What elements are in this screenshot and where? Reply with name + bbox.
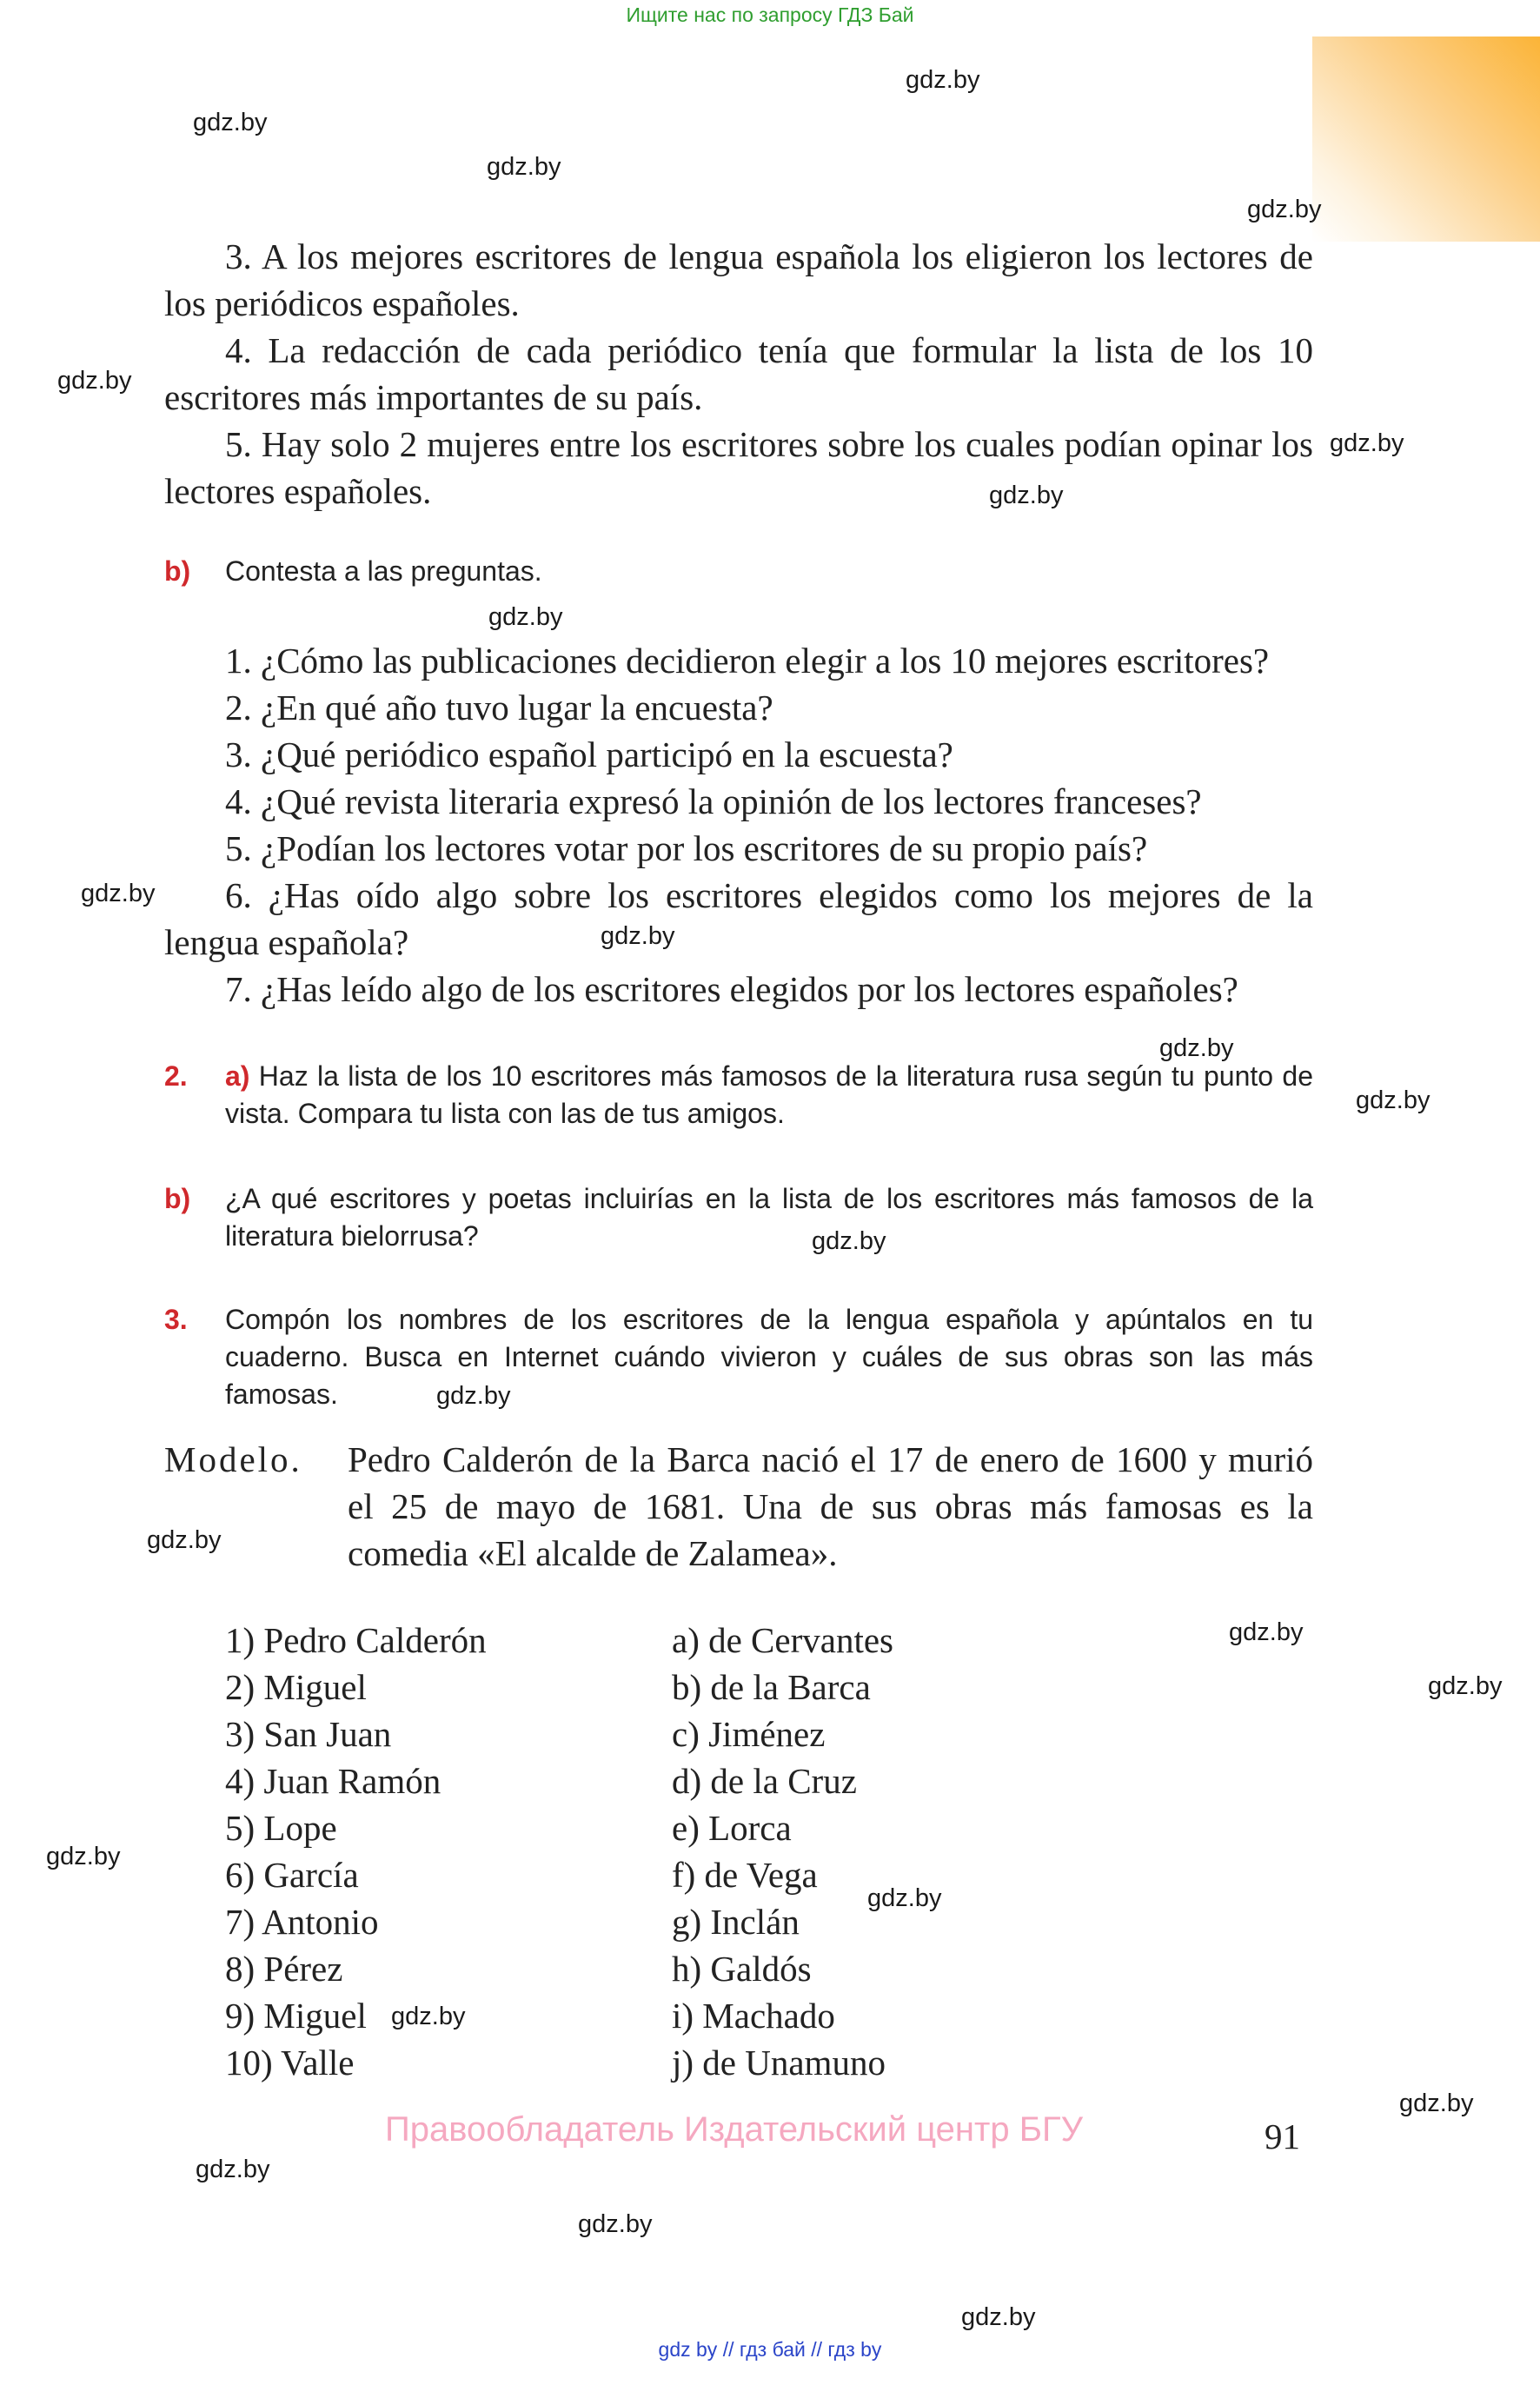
section-b-label: b) (164, 555, 191, 587)
question-7: 7. ¿Has leído algo de los escritores elegidos por los lectores españoles? (225, 969, 1238, 1009)
watermark: gdz.by (391, 2003, 466, 2030)
watermark: gdz.by (1356, 1086, 1430, 1114)
exercise-2a-label: a) (225, 1060, 250, 1092)
corner-decoration (1312, 37, 1540, 242)
watermark: gdz.by (812, 1227, 886, 1255)
last-name-i: i) Machado (672, 1996, 835, 2036)
bottom-note: gdz by // гдз бай // гдз by (658, 2338, 882, 2361)
watermark: gdz.by (193, 109, 268, 136)
intro-item-5: 5. Hay solo 2 mujeres entre los escritores sobre los cuales podían opinar los lectores españoles. (164, 424, 1313, 511)
watermark: gdz.by (1247, 196, 1322, 223)
model-text: Pedro Calderón de la Barca nació el 17 de enero de 1600 y murió el 25 de mayo de 1681. Una de sus obras más famosas es la comedia «El alcalde de Zalamea». (348, 1439, 1313, 1573)
intro-item-3: 3. A los mejores escritores de lengua española los eligieron los lectores de los periódicos españoles. (164, 236, 1313, 323)
first-name-4: 4) Juan Ramón (225, 1761, 441, 1801)
last-name-b: b) de la Barca (672, 1667, 871, 1707)
intro-item-4: 4. La redacción de cada periódico tenía que formular la lista de los 10 escritores más importantes de su país. (164, 330, 1313, 417)
question-3: 3. ¿Qué periódico español participó en la escuesta? (225, 734, 953, 774)
header-note: Ищите нас по запросу ГДЗ Бай (626, 3, 914, 26)
first-name-2: 2) Miguel (225, 1667, 367, 1707)
watermark: gdz.by (196, 2156, 270, 2183)
last-name-h: h) Galdós (672, 1949, 812, 1989)
question-5: 5. ¿Podían los lectores votar por los escritores de su propio país? (225, 828, 1148, 868)
first-name-9: 9) Miguel (225, 1996, 367, 2036)
watermark: gdz.by (488, 603, 563, 631)
exercise-2b-text: ¿A qué escritores y poetas incluirías en la lista de los escritores más famosos de la literatura bielorrusa? (225, 1183, 1313, 1252)
first-name-6: 6) García (225, 1855, 359, 1895)
exercise-2a-body: Haz la lista de los 10 escritores más famosos de la literatura rusa según tu punto de vista. Compara tu lista con las de tus amigos. (225, 1060, 1313, 1129)
exercise-2a-text (225, 1058, 1313, 1133)
question-2: 2. ¿En qué año tuvo lugar la encuesta? (225, 688, 773, 727)
page-number: 91 (1265, 2116, 1300, 2156)
watermark: gdz.by (436, 1382, 511, 1410)
question-4: 4. ¿Qué revista literaria expresó la opinión de los lectores franceses? (225, 781, 1202, 821)
watermark: gdz.by (578, 2210, 653, 2238)
watermark: gdz.by (906, 66, 980, 94)
watermark: gdz.by (57, 367, 132, 395)
watermark: gdz.by (147, 1526, 222, 1554)
watermark: gdz.by (1229, 1618, 1304, 1646)
first-name-8: 8) Pérez (225, 1949, 343, 1989)
question-6: 6. ¿Has oído algo sobre los escritores elegidos como los mejores de la lengua española? (164, 875, 1313, 962)
watermark: gdz.by (1428, 1672, 1503, 1700)
last-name-d: d) de la Cruz (672, 1761, 857, 1801)
first-name-10: 10) Valle (225, 2043, 355, 2083)
watermark: gdz.by (487, 153, 561, 181)
section-b-instruction: Contesta a las preguntas. (225, 555, 542, 587)
last-name-e: e) Lorca (672, 1808, 792, 1848)
watermark: gdz.by (989, 482, 1064, 509)
exercise-3-number: 3. (164, 1304, 188, 1335)
exercise-2-number: 2. (164, 1060, 188, 1092)
exercise-2b-label: b) (164, 1183, 191, 1214)
first-name-1: 1) Pedro Calderón (225, 1620, 487, 1660)
watermark: gdz.by (46, 1843, 121, 1870)
first-name-3: 3) San Juan (225, 1714, 392, 1754)
watermark: gdz.by (81, 880, 156, 907)
watermark: gdz.by (1159, 1034, 1234, 1062)
last-name-a: a) de Cervantes (672, 1620, 893, 1660)
exercise-3-text: Compón los nombres de los escritores de la lengua española y apúntalos en tu cuaderno. Busca en Internet cuándo vivieron y cuáles de sus obras son las más famosas. (225, 1304, 1313, 1410)
last-name-g: g) Inclán (672, 1902, 800, 1942)
watermark: gdz.by (1399, 2089, 1474, 2117)
first-name-7: 7) Antonio (225, 1902, 379, 1942)
last-name-f: f) de Vega (672, 1855, 818, 1895)
question-1: 1. ¿Cómo las publicaciones decidieron elegir a los 10 mejores escritores? (225, 641, 1270, 681)
footer-copyright: Правообладатель Издательский центр БГУ (385, 2110, 1084, 2149)
last-name-j: j) de Unamuno (672, 2043, 886, 2083)
watermark: gdz.by (961, 2303, 1036, 2331)
watermark: gdz.by (601, 922, 675, 950)
watermark: gdz.by (1330, 429, 1404, 457)
watermark: gdz.by (867, 1884, 942, 1912)
model-label: Modelo. (164, 1439, 302, 1479)
last-name-c: c) Jiménez (672, 1714, 826, 1754)
first-name-5: 5) Lope (225, 1808, 337, 1848)
